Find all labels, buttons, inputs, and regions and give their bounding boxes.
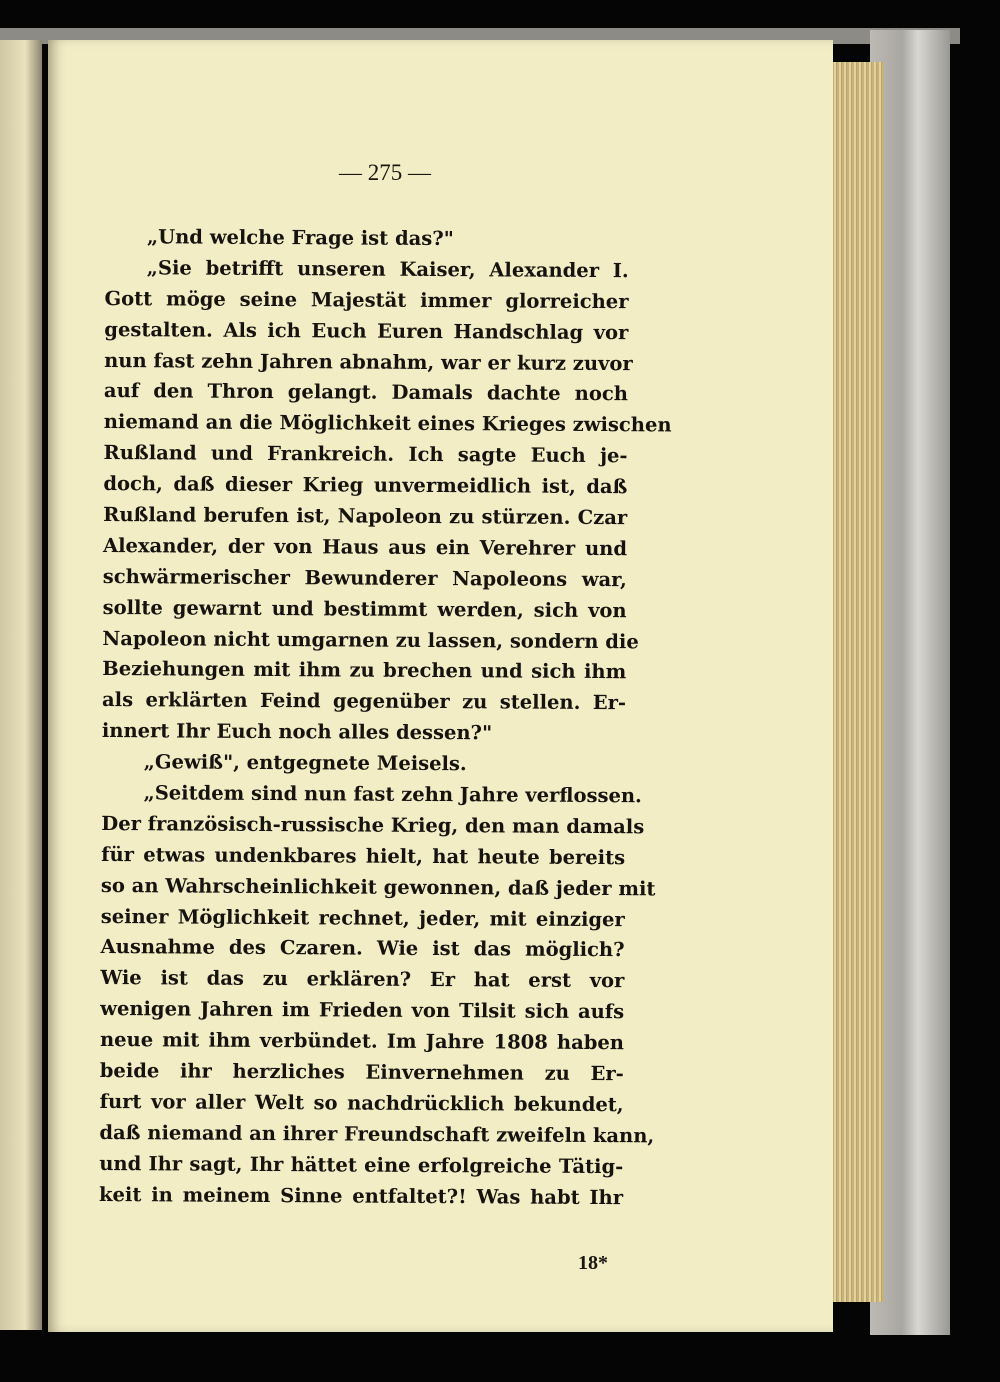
text-line: so an Wahrscheinlichkeit gewonnen, daß jeder mit [100,873,656,901]
text-line: doch, daß dieser Krieg unvermeidlich ist, daß [103,472,628,499]
text-line: und Ihr sagt, Ihr hättet eine erfolgreiche Tätig- [99,1151,624,1178]
text-line: für etwas undenkbares hielt, hat heute bereits [101,842,626,870]
text-line: innert Ihr Euch noch alles dessen?" [101,719,493,745]
signature-mark: 18* [578,1252,608,1274]
text-line: seiner Möglichkeit rechnet, jeder, mit einziger [100,904,625,931]
text-line: als erklärten Feind gegenüber zu stellen. Er- [102,688,627,715]
page-number: — 275 — [339,160,431,185]
text-line: „Sie betrifft unseren Kaiser, Alexander I. [146,256,629,283]
text-line: neue mit ihm verbündet. Im Jahre 1808 haben [99,1028,625,1055]
text-line: Alexander, der von Haus aus ein Verehrer und [102,533,628,561]
text-line: Der französisch-russische Krieg, den man damals [101,811,645,839]
text-line: keit in meinem Sinne entfaltet?! Was habt Ihr [98,1182,624,1209]
text-line: gestalten. Als ich Euch Euren Handschlag vor [104,317,629,344]
text-line: Rußland berufen ist, Napoleon zu stürzen. Czar [103,503,628,530]
text-line: niemand an die Möglichkeit eines Krieges zwischen [103,410,672,437]
text-line: wenigen Jahren im Frieden von Tilsit sich aufs [100,997,625,1024]
text-line: „Und welche Frage ist das?" [146,225,454,251]
text-line: furt vor aller Welt so nachdrücklich bekundet, [99,1089,624,1117]
text-line: beide ihr herzliches Einvernehmen zu Er- [99,1059,624,1086]
text-line: Wie ist das zu erklären? Er hat erst vor [100,966,625,993]
text-line: auf den Thron gelangt. Damals dachte noch [103,379,629,406]
facing-page-edge [0,40,42,1330]
text-line: daß niemand an ihrer Freundschaft zweifeln kann, [99,1120,655,1148]
text-line: „Seitdem sind nun fast zehn Jahre verflossen. [143,781,642,808]
text-line: sollte gewarnt und bestimmt werden, sich von [102,595,627,622]
text-line: Napoleon nicht umgarnen zu lassen, sondern die [102,626,639,653]
text-line: „Gewiß", entgegnete Meisels. [143,750,467,776]
text-line: Rußland und Frankreich. Ich sagte Euch je- [103,441,628,468]
text-line: Beziehungen mit ihm zu brechen und sich ihm [102,657,627,684]
text-line: Gott möge seine Majestät immer glorreicher [104,286,629,313]
page-body-text [98,222,672,1214]
text-line: Ausnahme des Czaren. Wie ist das möglich? [100,935,625,962]
text-line: nun fast zehn Jahren abnahm, war er kurz zuvor [104,348,633,375]
text-line: schwärmerischer Bewunderer Napoleons war, [102,564,627,591]
